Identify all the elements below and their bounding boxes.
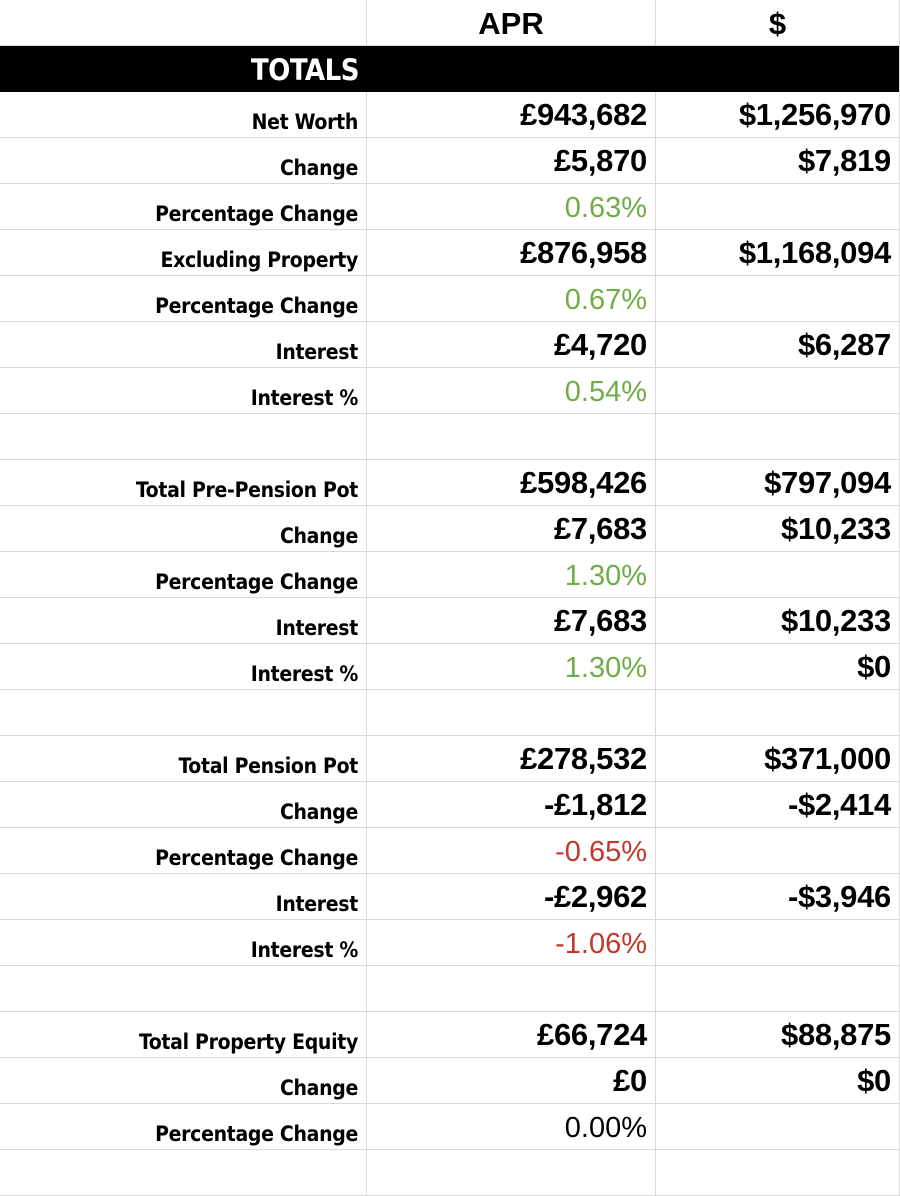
label-cell[interactable] (0, 1104, 367, 1149)
usd-cell[interactable] (656, 1150, 900, 1195)
usd-value: -$2,414 (787, 787, 891, 822)
gbp-cell[interactable] (367, 644, 656, 689)
usd-value: $10,233 (781, 603, 891, 638)
label-cell[interactable] (0, 874, 367, 919)
table-row (0, 690, 900, 736)
table-row (0, 644, 900, 690)
label-cell[interactable] (0, 828, 367, 873)
row-label: Change (279, 156, 358, 180)
label-cell[interactable] (0, 138, 367, 183)
row-label: Percentage Change (155, 294, 358, 318)
usd-cell[interactable] (656, 184, 900, 229)
label-cell[interactable] (0, 506, 367, 551)
table-row (0, 322, 900, 368)
usd-cell[interactable] (656, 644, 900, 689)
gbp-value: £7,683 (553, 511, 647, 546)
gbp-value: £5,870 (553, 143, 647, 178)
usd-cell[interactable] (656, 782, 900, 827)
row-label: Interest (275, 616, 358, 640)
gbp-cell[interactable] (367, 1104, 656, 1149)
row-label: Interest % (250, 938, 358, 962)
row-label: Change (279, 800, 358, 824)
usd-cell[interactable] (656, 138, 900, 183)
table-row (0, 1150, 900, 1196)
gbp-cell[interactable] (367, 874, 656, 919)
data-rows (0, 92, 900, 1196)
gbp-cell[interactable] (367, 368, 656, 413)
percentage-value: 1.30% (564, 560, 647, 592)
usd-cell[interactable] (656, 1104, 900, 1149)
label-cell[interactable] (0, 1058, 367, 1103)
table-row (0, 92, 900, 138)
row-label: Interest (275, 892, 358, 916)
usd-cell[interactable] (656, 736, 900, 781)
table-row (0, 184, 900, 230)
row-label: Total Pre-Pension Pot (135, 478, 358, 502)
gbp-cell[interactable] (367, 322, 656, 367)
label-cell[interactable] (0, 782, 367, 827)
label-cell[interactable] (0, 184, 367, 229)
label-cell[interactable] (0, 230, 367, 275)
usd-cell[interactable] (656, 414, 900, 459)
gbp-value: £7,683 (553, 603, 647, 638)
row-label: Percentage Change (155, 1122, 358, 1146)
label-cell[interactable] (0, 966, 367, 1011)
table-row (0, 368, 900, 414)
label-cell[interactable] (0, 736, 367, 781)
row-label: Total Pension Pot (178, 754, 358, 778)
header-cell-label[interactable] (0, 0, 367, 45)
percentage-value: -1.06% (555, 928, 647, 960)
gbp-cell[interactable] (367, 92, 656, 137)
table-row (0, 552, 900, 598)
row-label: Total Property Equity (138, 1030, 358, 1054)
gbp-cell[interactable] (367, 1058, 656, 1103)
table-row (0, 828, 900, 874)
usd-value: $1,168,094 (738, 235, 891, 270)
gbp-cell[interactable] (367, 460, 656, 505)
label-cell[interactable] (0, 1150, 367, 1195)
row-label: Percentage Change (155, 202, 358, 226)
gbp-cell[interactable] (367, 276, 656, 321)
gbp-cell[interactable] (367, 598, 656, 643)
row-label: Change (279, 524, 358, 548)
usd-cell[interactable] (656, 828, 900, 873)
usd-value: $7,819 (797, 143, 891, 178)
gbp-cell[interactable] (367, 690, 656, 735)
table-row (0, 920, 900, 966)
gbp-value: £278,532 (520, 741, 647, 776)
gbp-value: -£2,962 (543, 879, 647, 914)
gbp-cell[interactable] (367, 552, 656, 597)
gbp-cell[interactable] (367, 736, 656, 781)
row-label: Percentage Change (155, 846, 358, 870)
row-label: Net Worth (251, 110, 358, 134)
usd-cell[interactable] (656, 230, 900, 275)
usd-cell[interactable] (656, 598, 900, 643)
gbp-cell[interactable] (367, 828, 656, 873)
gbp-cell[interactable] (367, 506, 656, 551)
gbp-value: £66,724 (537, 1017, 647, 1052)
table-row (0, 506, 900, 552)
usd-cell[interactable] (656, 1058, 900, 1103)
gbp-cell[interactable] (367, 966, 656, 1011)
table-row (0, 736, 900, 782)
usd-value: $371,000 (764, 741, 891, 776)
percentage-value: 0.67% (564, 284, 647, 316)
usd-value: $1,256,970 (738, 97, 891, 132)
label-cell[interactable] (0, 322, 367, 367)
gbp-cell[interactable] (367, 184, 656, 229)
table-row (0, 276, 900, 322)
column-header-apr: APR (478, 6, 544, 41)
header-row (0, 0, 900, 46)
usd-value: $0 (857, 649, 891, 684)
label-cell[interactable] (0, 552, 367, 597)
label-cell[interactable] (0, 690, 367, 735)
usd-cell[interactable] (656, 460, 900, 505)
table-row (0, 966, 900, 1012)
table-row (0, 1104, 900, 1150)
usd-cell[interactable] (656, 552, 900, 597)
column-header-usd: $ (768, 6, 787, 41)
label-cell[interactable] (0, 1012, 367, 1057)
gbp-cell[interactable] (367, 230, 656, 275)
usd-value: $0 (857, 1063, 891, 1098)
label-cell[interactable] (0, 276, 367, 321)
row-label: Excluding Property (160, 248, 358, 272)
percentage-value: 1.30% (564, 652, 647, 684)
table-row (0, 1058, 900, 1104)
percentage-value: 0.63% (564, 192, 647, 224)
gbp-value: -£1,812 (543, 787, 647, 822)
usd-value: $797,094 (764, 465, 891, 500)
usd-value: $88,875 (781, 1017, 891, 1052)
usd-cell[interactable] (656, 506, 900, 551)
row-label: Change (279, 1076, 358, 1100)
gbp-cell[interactable] (367, 1150, 656, 1195)
table-row (0, 230, 900, 276)
usd-value: -$3,946 (787, 879, 891, 914)
usd-cell[interactable] (656, 920, 900, 965)
table-row (0, 598, 900, 644)
gbp-cell[interactable] (367, 138, 656, 183)
label-cell[interactable] (0, 598, 367, 643)
row-label: Interest % (250, 662, 358, 686)
percentage-value: 0.00% (564, 1112, 647, 1144)
usd-cell[interactable] (656, 874, 900, 919)
row-label: Interest (275, 340, 358, 364)
table-row (0, 138, 900, 184)
totals-section-bar (0, 46, 900, 92)
gbp-value: £598,426 (520, 465, 647, 500)
gbp-value: £943,682 (520, 97, 647, 132)
usd-cell[interactable] (656, 966, 900, 1011)
table-row (0, 414, 900, 460)
usd-cell[interactable] (656, 368, 900, 413)
usd-value: $6,287 (797, 327, 891, 362)
header-cell-usd[interactable] (656, 0, 900, 45)
table-row (0, 1012, 900, 1058)
usd-cell[interactable] (656, 690, 900, 735)
row-label: Percentage Change (155, 570, 358, 594)
gbp-cell[interactable] (367, 782, 656, 827)
percentage-value: 0.54% (564, 376, 647, 408)
label-cell[interactable] (0, 920, 367, 965)
usd-cell[interactable] (656, 322, 900, 367)
usd-cell[interactable] (656, 1012, 900, 1057)
label-cell[interactable] (0, 460, 367, 505)
usd-value: $10,233 (781, 511, 891, 546)
gbp-value: £876,958 (520, 235, 647, 270)
gbp-value: £0 (613, 1063, 647, 1098)
label-cell[interactable] (0, 644, 367, 689)
section-title: TOTALS (250, 53, 359, 87)
usd-cell[interactable] (656, 276, 900, 321)
table-row (0, 460, 900, 506)
label-cell[interactable] (0, 414, 367, 459)
table-row (0, 782, 900, 828)
header-cell-apr[interactable] (367, 0, 656, 45)
label-cell[interactable] (0, 368, 367, 413)
table-row (0, 874, 900, 920)
gbp-value: £4,720 (553, 327, 647, 362)
label-cell[interactable] (0, 92, 367, 137)
usd-cell[interactable] (656, 92, 900, 137)
gbp-cell[interactable] (367, 414, 656, 459)
gbp-cell[interactable] (367, 920, 656, 965)
row-label: Interest % (250, 386, 358, 410)
gbp-cell[interactable] (367, 1012, 656, 1057)
percentage-value: -0.65% (555, 836, 647, 868)
